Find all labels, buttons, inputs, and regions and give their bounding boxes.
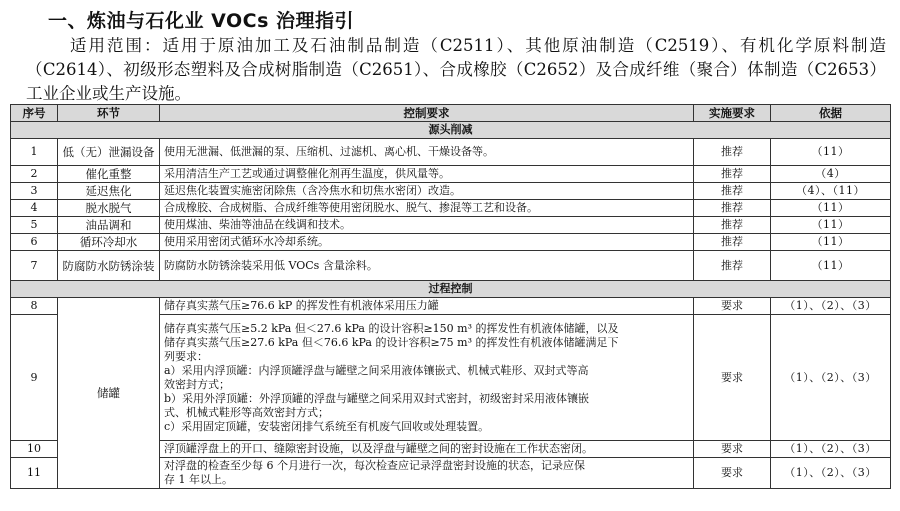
row-no: 1: [11, 139, 58, 166]
row-control: 使用煤油、柴油等油品在线调和技术。: [160, 217, 694, 234]
control-line: b）采用外浮顶罐：外浮顶罐的浮盘与罐壁之间采用双封式密封，初级密封采用液体镶嵌: [164, 391, 590, 405]
row-basis: （11）: [771, 234, 891, 251]
row-control: 使用采用密闭式循环水冷却系统。: [160, 234, 694, 251]
table-row: [11, 217, 891, 234]
table-row: [11, 234, 891, 251]
row-impl: 推荐: [694, 139, 771, 166]
row-basis: （11）: [771, 251, 891, 281]
row-control: 采用清洁生产工艺或通过调整催化剂再生温度，供风量等。: [160, 166, 694, 183]
section-title: 过程控制: [11, 281, 891, 298]
row-control: 储存真实蒸气压≥76.6 kP 的挥发性有机液体采用压力罐: [160, 298, 694, 315]
row-step: 防腐防水防锈涂装: [58, 251, 160, 281]
header-basis: 依据: [771, 105, 891, 122]
row-impl: 推荐: [694, 183, 771, 200]
row-no: 3: [11, 183, 58, 200]
table-header-row: [11, 105, 891, 122]
row-no: 7: [11, 251, 58, 281]
row-step: 延迟焦化: [58, 183, 160, 200]
row-step: 油品调和: [58, 217, 160, 234]
table-row: [11, 251, 891, 281]
header-step: 环节: [58, 105, 160, 122]
control-line: 列要求：: [164, 349, 208, 363]
header-no: 序号: [11, 105, 58, 122]
row-impl: 要求: [694, 458, 771, 489]
row-impl: 推荐: [694, 200, 771, 217]
control-line: 效密封方式；: [164, 377, 230, 391]
control-line: 储存真实蒸气压≥27.6 kPa 但＜76.6 kPa 的设计容积≥75 m³ 的挥发性有机液体储罐满足下: [164, 335, 619, 349]
row-step: 储罐: [58, 298, 160, 489]
row-control: 合成橡胶、合成树脂、合成纤维等使用密闭脱水、脱气、掺混等工艺和设备。: [160, 200, 694, 217]
row-no: 5: [11, 217, 58, 234]
control-line: 对浮盘的检查至少每 6 个月进行一次，每次检查应记录浮盘密封设施的状态，记录应保: [164, 459, 585, 472]
control-line: 储存真实蒸气压≥5.2 kPa 但＜27.6 kPa 的设计容积≥150 m³ 的挥发性有机液体储罐，以及: [164, 321, 619, 335]
section-row: [11, 281, 891, 298]
control-line: c）采用固定顶罐，安装密闭排气系统至有机废气回收或处理装置。: [164, 419, 490, 433]
row-basis: （1）、（2）、（3）: [771, 315, 891, 441]
row-basis: （1）、（2）、（3）: [771, 458, 891, 489]
table-row: [11, 200, 891, 217]
row-basis: （11）: [771, 200, 891, 217]
row-step: 脱水脱气: [58, 200, 160, 217]
row-basis: （1）、（2）、（3）: [771, 298, 891, 315]
row-basis: （11）: [771, 139, 891, 166]
row-impl: 要求: [694, 298, 771, 315]
row-no: 10: [11, 441, 58, 458]
row-no: 4: [11, 200, 58, 217]
row-impl: 推荐: [694, 234, 771, 251]
row-basis: （11）: [771, 217, 891, 234]
section-title: 源头削减: [11, 122, 891, 139]
row-control: 防腐防水防锈涂装采用低 VOCs 含量涂料。: [160, 251, 694, 281]
row-impl: 要求: [694, 315, 771, 441]
table-row: [11, 166, 891, 183]
row-step: 循环冷却水: [58, 234, 160, 251]
control-line: a）采用内浮顶罐：内浮顶罐浮盘与罐壁之间采用液体镶嵌式、机械式鞋形、双封式等高: [164, 363, 589, 377]
row-no: 8: [11, 298, 58, 315]
section-heading: 一、炼油与石化业 VOCs 治理指引: [48, 10, 355, 32]
table-row: [11, 139, 891, 166]
row-basis: （1）、（2）、（3）: [771, 441, 891, 458]
row-control: [160, 315, 694, 441]
row-impl: 要求: [694, 441, 771, 458]
header-impl: 实施要求: [694, 105, 771, 122]
row-control: [160, 458, 694, 489]
row-basis: （4）: [771, 166, 891, 183]
control-table: [10, 104, 891, 489]
row-step: 催化重整: [58, 166, 160, 183]
row-step: 低（无）泄漏设备: [58, 139, 160, 166]
row-impl: 推荐: [694, 251, 771, 281]
control-line: 存 1 年以上。: [164, 473, 233, 486]
row-control: 延迟焦化装置实施密闭除焦（含冷焦水和切焦水密闭）改造。: [160, 183, 694, 200]
row-no: 2: [11, 166, 58, 183]
scope-paragraph: 适用范围：适用于原油加工及石油制品制造（C2511）、其他原油制造（C2519）、有机化学原料制造（C2614）、初级形态塑料及合成树脂制造（C2651）、合成橡胶（C2652）及合成纤维（聚合）体制造（C2653）工业企业或生产设施。: [26, 36, 886, 103]
row-control: 浮顶罐浮盘上的开口、缝隙密封设施，以及浮盘与罐壁之间的密封设施在工作状态密闭。: [160, 441, 694, 458]
header-control: 控制要求: [160, 105, 694, 122]
row-no: 11: [11, 458, 58, 489]
row-control: 使用无泄漏、低泄漏的泵、压缩机、过滤机、离心机、干燥设备等。: [160, 139, 694, 166]
row-basis: （4）、（11）: [771, 183, 891, 200]
row-impl: 推荐: [694, 166, 771, 183]
row-no: 9: [11, 315, 58, 441]
row-no: 6: [11, 234, 58, 251]
section-row: [11, 122, 891, 139]
control-line: 式、机械式鞋形等高效密封方式；: [164, 405, 329, 419]
row-impl: 推荐: [694, 217, 771, 234]
table-row: [11, 183, 891, 200]
table-row: [11, 298, 891, 315]
